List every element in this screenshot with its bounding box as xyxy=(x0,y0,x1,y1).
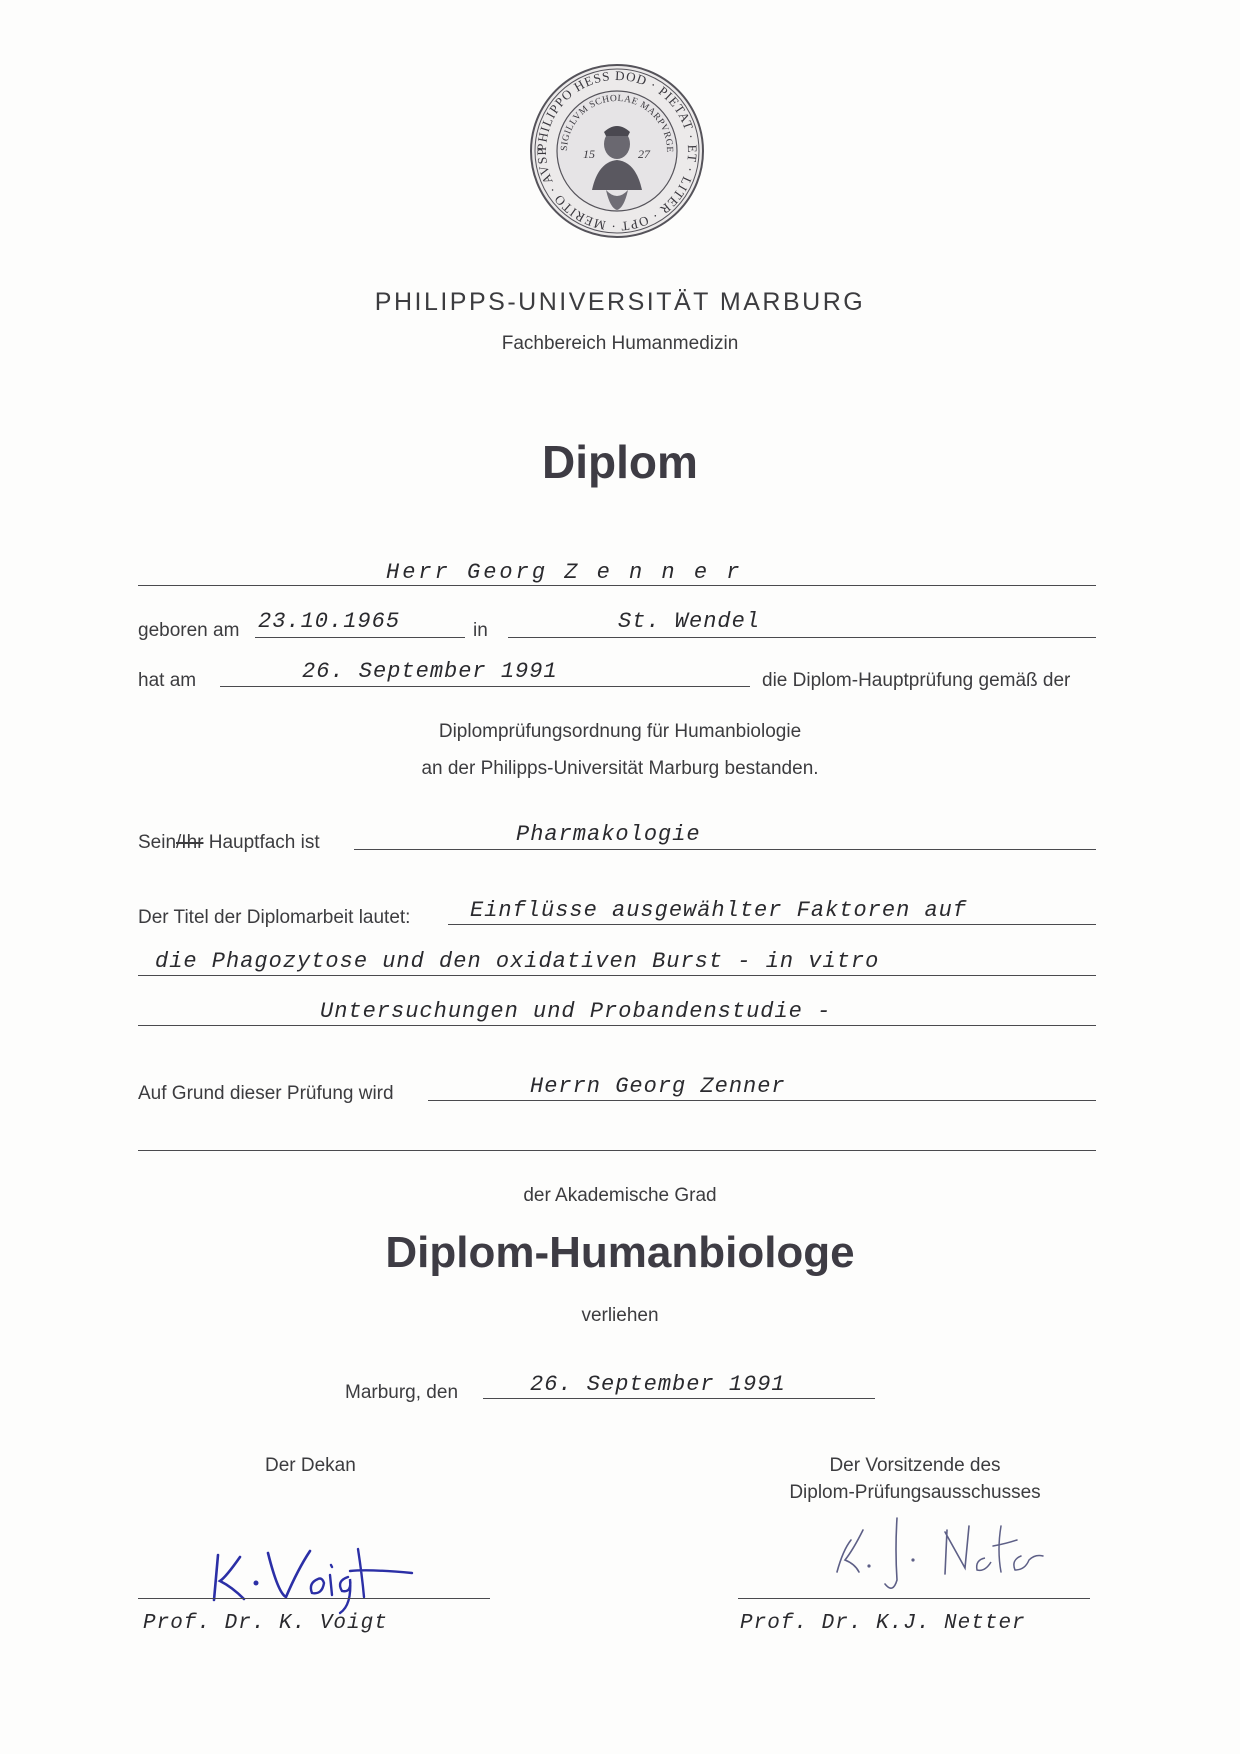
faculty-name: Fachbereich Humanmedizin xyxy=(501,333,739,354)
thesis-rule-2 xyxy=(138,975,1096,976)
degree-conferred: verliehen xyxy=(581,1305,659,1326)
exam-date-rule xyxy=(220,686,750,687)
major-rule xyxy=(354,849,1096,850)
dean-signature-rule xyxy=(138,1598,490,1599)
place-date-value: 26. September 1991 xyxy=(530,1372,786,1397)
exam-suffix: die Diplom-Hauptprüfung gemäß der xyxy=(762,670,1071,691)
candidate-name: Herr Georg Z e n n e r xyxy=(386,560,743,585)
birth-place: St. Wendel xyxy=(618,609,761,634)
award-rule xyxy=(428,1100,1096,1101)
dean-name: Prof. Dr. K. Voigt xyxy=(143,1612,388,1635)
thesis-line-1: Einflüsse ausgewählter Faktoren auf xyxy=(470,898,968,923)
document-title: Diplom xyxy=(542,436,698,488)
exam-date: 26. September 1991 xyxy=(302,659,558,684)
birth-in-label: in xyxy=(473,620,488,641)
birth-label: geboren am xyxy=(138,620,240,641)
chair-role-line-2: Diplom-Prüfungsausschusses xyxy=(789,1482,1041,1503)
degree-title: Diplom-Humanbiologe xyxy=(385,1228,855,1277)
major-label-post: Hauptfach ist xyxy=(203,832,320,853)
major-label xyxy=(138,832,320,854)
major-label-pre: Sein xyxy=(138,832,177,853)
thesis-label: Der Titel der Diplomarbeit lautet: xyxy=(138,907,411,928)
university-seal xyxy=(528,62,706,240)
university-name: PHILIPPS-UNIVERSITÄT MARBURG xyxy=(374,288,866,316)
birth-place-rule xyxy=(508,637,1096,638)
chair-role-line-1: Der Vorsitzende des xyxy=(829,1455,1001,1476)
chair-signature xyxy=(825,1510,1065,1600)
seal-year-right: 27 xyxy=(638,147,650,161)
thesis-line-2: die Phagozytose und den oxidativen Burst - in vitro xyxy=(155,949,880,974)
regulation-line-2: an der Philipps-Universität Marburg bestanden. xyxy=(421,758,819,779)
dean-signature xyxy=(200,1535,430,1615)
dean-role: Der Dekan xyxy=(265,1455,356,1476)
exam-label: hat am xyxy=(138,670,197,691)
chair-name: Prof. Dr. K.J. Netter xyxy=(740,1612,1026,1635)
seal-inner-text: SIGILLVM SCHOLAE MARPVRGE xyxy=(559,93,675,153)
chair-signature-rule xyxy=(738,1598,1090,1599)
award-label: Auf Grund dieser Prüfung wird xyxy=(138,1083,394,1104)
thesis-rule-1 xyxy=(448,924,1096,925)
thesis-rule-3 xyxy=(138,1025,1096,1026)
birth-date-rule xyxy=(255,637,465,638)
candidate-rule xyxy=(138,585,1096,586)
award-extra-rule xyxy=(138,1150,1096,1151)
place-date-rule xyxy=(483,1398,875,1399)
degree-intro: der Akademische Grad xyxy=(523,1185,717,1206)
seal-year-left: 15 xyxy=(583,147,595,161)
birth-date: 23.10.1965 xyxy=(258,609,401,634)
place-date-label: Marburg, den xyxy=(345,1382,459,1403)
thesis-line-3: Untersuchungen und Probandenstudie - xyxy=(320,999,832,1024)
major-label-struck: /Ihr xyxy=(176,832,204,853)
regulation-line-1: Diplomprüfungsordnung für Humanbiologie xyxy=(438,721,802,742)
seal-ring-text: PHILIPPO HESS DOD · PIETAT · ET · LITER · OPT · MERITO · AVSP xyxy=(533,67,701,235)
award-recipient: Herrn Georg Zenner xyxy=(530,1074,786,1099)
major-value: Pharmakologie xyxy=(516,822,701,847)
